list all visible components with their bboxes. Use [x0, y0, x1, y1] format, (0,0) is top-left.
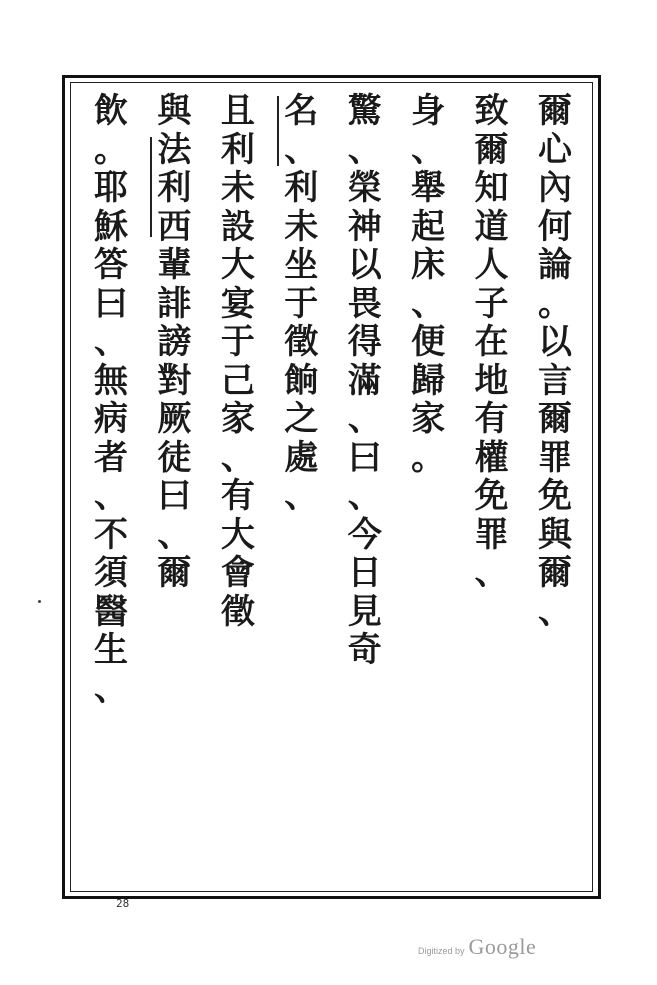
text-glyph: 徵 [284, 322, 319, 362]
google-logo: Google [468, 934, 537, 959]
text-glyph: 餉 [284, 360, 319, 401]
text-glyph: 厥 [157, 399, 192, 439]
text-glyph: 大 [220, 514, 255, 555]
text-glyph: 家 [220, 399, 255, 439]
text-glyph: 得 [347, 322, 382, 362]
text-glyph: 會 [220, 553, 255, 593]
proper-name-line [277, 96, 279, 166]
text-glyph: 設 [220, 206, 255, 247]
text-glyph: 利 [220, 129, 255, 170]
text-glyph: 己 [220, 360, 255, 401]
text-glyph: 見 [347, 591, 382, 632]
text-glyph: 人 [474, 245, 509, 285]
text-glyph: 對 [157, 360, 192, 401]
text-glyph: 須 [94, 553, 128, 593]
text-glyph: 者 [94, 437, 128, 478]
text-glyph: 心 [537, 129, 572, 170]
text-glyph: 言 [537, 360, 572, 401]
text-glyph: 不 [94, 514, 128, 555]
text-glyph: 罪 [537, 437, 572, 478]
text-glyph: 輩 [157, 245, 192, 285]
text-glyph: 在 [474, 322, 509, 362]
text-glyph: 且 [220, 91, 255, 131]
text-glyph: 徵 [220, 591, 255, 632]
text-glyph: 、 [474, 553, 509, 593]
text-glyph: 曰 [157, 476, 192, 516]
text-glyph: 爾 [537, 91, 572, 131]
text-glyph: 滿 [347, 360, 382, 401]
text-glyph: 奇 [347, 630, 382, 670]
text-glyph: 誹 [157, 283, 192, 324]
text-glyph: 神 [347, 206, 382, 247]
text-glyph: 曰 [347, 437, 382, 478]
text-column [407, 92, 449, 880]
text-glyph: 有 [474, 399, 509, 439]
vertical-text-block [90, 92, 576, 880]
text-glyph: 西 [157, 206, 192, 247]
text-glyph: 未 [284, 206, 319, 247]
text-glyph: 曰 [94, 283, 128, 324]
text-glyph: 起 [411, 206, 446, 247]
text-glyph: 醫 [94, 591, 128, 632]
text-glyph: 耶 [94, 168, 128, 208]
text-glyph: 。 [411, 437, 446, 478]
print-speck [38, 600, 41, 603]
google-watermark [418, 934, 536, 960]
text-glyph: 日 [347, 553, 382, 593]
proper-name-line [150, 137, 152, 237]
text-glyph: 名 [284, 91, 319, 131]
text-glyph: 、 [347, 129, 382, 170]
text-glyph: 穌 [94, 206, 128, 247]
text-glyph: 以 [537, 322, 572, 362]
text-glyph: 、 [284, 129, 319, 170]
text-glyph: 于 [284, 283, 319, 324]
text-glyph: 榮 [347, 168, 382, 208]
text-glyph: 。 [537, 283, 572, 324]
text-glyph: 坐 [284, 245, 319, 285]
text-glyph: 身 [411, 91, 446, 131]
text-glyph: 、 [94, 476, 128, 516]
text-glyph: 無 [94, 360, 128, 401]
text-glyph: 、 [284, 476, 319, 516]
text-column [90, 92, 132, 880]
text-glyph: 畏 [347, 283, 382, 324]
text-glyph: 未 [220, 168, 255, 208]
text-glyph: 、 [347, 476, 382, 516]
text-glyph: 驚 [347, 91, 382, 131]
text-glyph: 免 [474, 476, 509, 516]
text-glyph: 床 [411, 245, 446, 285]
text-glyph: 與 [537, 514, 572, 555]
page-number: 28 [116, 897, 130, 910]
text-glyph: 答 [94, 245, 128, 285]
text-glyph: 、 [94, 668, 128, 709]
text-glyph: 法 [157, 129, 192, 170]
text-glyph: 論 [537, 245, 572, 285]
text-glyph: 利 [284, 168, 319, 208]
text-glyph: 歸 [411, 360, 446, 401]
text-column [471, 92, 513, 880]
text-glyph: 子 [474, 283, 509, 324]
text-glyph: 爾 [474, 129, 509, 170]
text-glyph: 便 [411, 322, 446, 362]
watermark-prefix: Digitized by [418, 946, 465, 956]
text-glyph: 爾 [537, 399, 572, 439]
text-glyph: 致 [474, 91, 509, 131]
text-glyph: 舉 [411, 168, 446, 208]
text-glyph: 于 [220, 322, 255, 362]
text-glyph: 內 [537, 168, 572, 208]
text-glyph: 權 [474, 437, 509, 478]
text-column [344, 92, 386, 880]
text-column [534, 92, 576, 880]
text-column [153, 92, 195, 880]
text-glyph: 道 [474, 206, 509, 247]
text-glyph: 家 [411, 399, 446, 439]
text-glyph: 今 [347, 514, 382, 555]
text-glyph: 、 [347, 399, 382, 439]
text-glyph: 、 [537, 591, 572, 632]
text-glyph: 爾 [157, 553, 192, 593]
text-glyph: 利 [157, 168, 192, 208]
text-glyph: 、 [157, 514, 192, 555]
text-glyph: 免 [537, 476, 572, 516]
text-glyph: 謗 [157, 322, 192, 362]
text-glyph: 處 [284, 437, 319, 478]
text-glyph: 知 [474, 168, 509, 208]
text-glyph: 、 [411, 129, 446, 170]
text-glyph: 宴 [220, 283, 255, 324]
text-glyph: 徒 [157, 437, 192, 478]
text-glyph: 飲 [94, 91, 128, 131]
text-glyph: 之 [284, 399, 319, 439]
text-glyph: 以 [347, 245, 382, 285]
text-glyph: 病 [94, 399, 128, 439]
text-glyph: 爾 [537, 553, 572, 593]
text-column [280, 92, 322, 880]
text-glyph: 、 [411, 283, 446, 324]
text-glyph: 有 [220, 476, 255, 516]
text-glyph: 。 [94, 129, 128, 170]
text-glyph: 地 [474, 360, 509, 401]
text-glyph: 、 [220, 437, 255, 478]
text-column [217, 92, 259, 880]
text-glyph: 、 [94, 322, 128, 362]
text-glyph: 大 [220, 245, 255, 285]
text-glyph: 何 [537, 206, 572, 247]
text-glyph: 與 [157, 91, 192, 131]
text-glyph: 罪 [474, 514, 509, 555]
text-glyph: 生 [94, 630, 128, 670]
